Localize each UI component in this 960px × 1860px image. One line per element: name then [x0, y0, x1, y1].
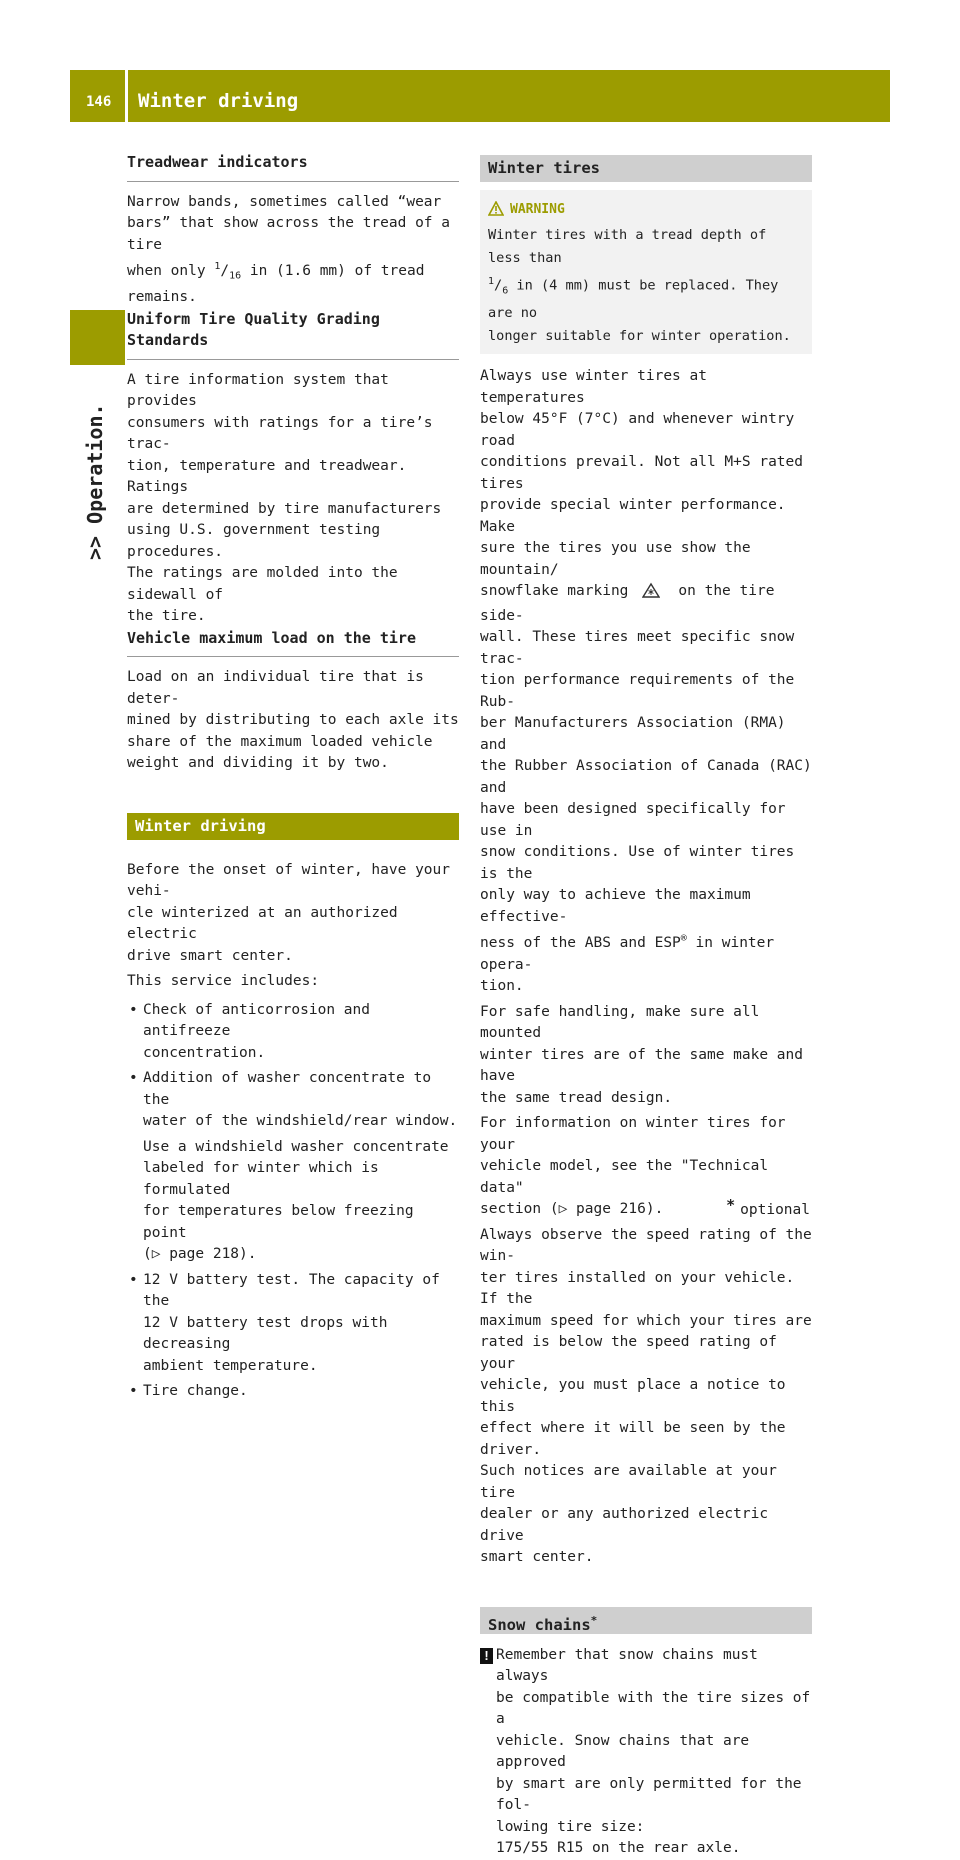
- text-line: mined by distributing to each axle its: [127, 712, 459, 729]
- list-item: [127, 1000, 459, 1065]
- text-line: provide special winter performance. Make: [480, 497, 786, 535]
- text-line: wall. These tires meet specific snow trac-: [480, 629, 795, 667]
- text-line: [127, 256, 459, 309]
- mountain-snowflake-icon: [642, 582, 660, 606]
- text-line: only way to achieve the maximum effective-: [480, 887, 751, 925]
- page-number-box: [70, 70, 125, 122]
- text-line: maximum speed for which your tires are: [480, 1312, 812, 1329]
- text-fragment: snowflake marking: [480, 583, 629, 600]
- text-fragment: in (4 mm) must be replaced. They are no: [488, 277, 779, 322]
- text-fragment: in (1.6 mm) of tread remains.: [127, 262, 425, 306]
- text-line: the tire.: [127, 608, 206, 625]
- text-line: have been designed specifically for use in: [480, 801, 786, 839]
- text-line: Winter tires with a tread depth of less than: [488, 227, 767, 266]
- text-line: by smart are only permitted for the fol-: [496, 1775, 802, 1814]
- text-line: The ratings are molded into the sidewall of: [127, 565, 398, 603]
- text-line: Load on an individual tire that is deter-: [127, 669, 424, 707]
- text-line: drive smart center.: [127, 947, 293, 964]
- text-line: bars” that show across the tread of a tire: [127, 215, 451, 253]
- text-line: Always observe the speed rating of the win-: [480, 1226, 812, 1265]
- side-chapter-label: >> Operation.: [83, 403, 107, 560]
- page-reference[interactable]: (▷ page 218).: [143, 1246, 257, 1263]
- text-line: tion.: [480, 978, 524, 995]
- text-fragment: on the tire side-: [480, 583, 775, 624]
- text-line: ter tires installed on your vehicle. If the: [480, 1269, 795, 1308]
- fraction-numerator: 1: [488, 276, 495, 287]
- text-line: Remember that snow chains must always: [496, 1646, 758, 1685]
- text-line: lowing tire size:: [496, 1818, 645, 1835]
- text-line: Such notices are available at your tire: [480, 1463, 777, 1501]
- text-line: vehicle, you must place a notice to this: [480, 1377, 786, 1415]
- text-line: using U.S. government testing procedures.: [127, 522, 381, 560]
- text-line: rated is below the speed rating of your: [480, 1334, 777, 1372]
- left-column: [127, 152, 459, 1407]
- registered-mark: ®: [680, 933, 687, 945]
- text-line: water of the windshield/rear window.: [143, 1113, 458, 1130]
- text-line: tion, temperature and treadwear. Ratings: [127, 457, 407, 496]
- page-reference[interactable]: section (▷ page 216).: [480, 1201, 664, 1218]
- text-line: concentration.: [143, 1044, 266, 1061]
- text-line: Use a windshield washer concentrate: [143, 1138, 449, 1155]
- text-line: weight and dividing it by two.: [127, 755, 389, 772]
- text-line: consumers with ratings for a tire’s trac-: [127, 414, 433, 453]
- text-line: ambient temperature.: [143, 1357, 318, 1374]
- bullet-glyph: •: [129, 1383, 138, 1400]
- text-line: share of the maximum loaded vehicle: [127, 733, 433, 750]
- warning-box: [480, 190, 812, 354]
- warning-title: WARNING: [510, 202, 565, 217]
- text-line: 12 V battery test drops with decreasing: [143, 1314, 388, 1353]
- list-item: [127, 1270, 459, 1378]
- text-line: smart center.: [480, 1549, 594, 1566]
- text-line: cle winterized at an authorized electric: [127, 904, 398, 943]
- text-line: vehicle model, see the "Technical data": [480, 1158, 769, 1196]
- bullet-glyph: •: [129, 1271, 138, 1288]
- footer-star: *: [726, 1196, 736, 1214]
- winter-tires-band: Winter tires: [480, 155, 812, 182]
- text-line: winter tires are of the same make and have: [480, 1046, 804, 1085]
- treadwear-text: [127, 192, 459, 309]
- page-number: 146: [86, 94, 112, 110]
- text-line: be compatible with the tire sizes of a: [496, 1689, 811, 1728]
- snow-chains-note: [480, 1645, 812, 1860]
- bullet-glyph: •: [129, 1001, 138, 1018]
- heading-utqg: Uniform Tire Quality Grading Standards: [127, 309, 459, 360]
- fraction-slash: /: [220, 262, 230, 279]
- text-line: A tire information system that provides: [127, 371, 389, 410]
- text-line: dealer or any authorized electric drive: [480, 1506, 769, 1544]
- snow-chains-band: [480, 1607, 812, 1634]
- text-line: below 45°F (7°C) and whenever wintry road: [480, 411, 795, 449]
- text-line: for temperatures below freezing point: [143, 1203, 414, 1241]
- text-line: tion performance requirements of the Rub-: [480, 672, 795, 710]
- footer-note: [726, 1196, 810, 1218]
- text-line: Always use winter tires at temperatures: [480, 368, 707, 406]
- text-fragment: ness of the ABS and ESP: [480, 935, 681, 952]
- footer-text: optional: [740, 1202, 810, 1218]
- list-item: [127, 1381, 459, 1403]
- utqg-text: [127, 370, 459, 628]
- text-line: are determined by tire manufacturers: [127, 500, 442, 517]
- text-line: Addition of washer concentrate to the: [143, 1070, 432, 1108]
- text-line: 12 V battery test. The capacity of the: [143, 1271, 440, 1310]
- service-intro: This service includes:: [127, 973, 320, 990]
- fraction-denominator: 16: [229, 270, 242, 282]
- text-line: longer suitable for winter operation.: [488, 328, 791, 345]
- list-subtext: [127, 1137, 459, 1266]
- fraction-slash: /: [494, 277, 503, 294]
- section-title: Winter driving: [138, 90, 299, 112]
- optional-star: *: [590, 1613, 598, 1627]
- text-line: effect where it will be seen by the driver.: [480, 1420, 786, 1458]
- text-line: snow conditions. Use of winter tires is the: [480, 844, 795, 882]
- warning-header: [488, 198, 804, 224]
- text-line: Check of anticorrosion and antifreeze: [143, 1001, 370, 1040]
- winter-driving-band: Winter driving: [127, 813, 459, 840]
- winter-driving-text: [127, 860, 459, 1403]
- text-fragment: when only: [127, 262, 215, 279]
- max-load-text: [127, 667, 459, 775]
- text-line: Narrow bands, sometimes called “wear: [127, 193, 442, 210]
- text-line: For safe handling, make sure all mounted: [480, 1003, 760, 1042]
- warning-triangle-icon: [488, 201, 504, 224]
- list-item: [127, 1068, 459, 1133]
- note-exclamation-icon: !: [480, 1648, 493, 1664]
- text-line: labeled for winter which is formulated: [143, 1160, 379, 1198]
- heading-max-load: Vehicle maximum load on the tire: [127, 628, 459, 658]
- text-fragment: in winter opera-: [480, 935, 775, 973]
- side-tab-marker: [70, 310, 125, 365]
- text-line: 175/55 R15 on the rear axle.: [496, 1840, 741, 1857]
- right-column: [480, 155, 812, 1860]
- text-line: For information on winter tires for your: [480, 1115, 786, 1153]
- section-header: [128, 70, 890, 122]
- text-line: Tire change.: [143, 1383, 248, 1400]
- text-line: [480, 581, 812, 627]
- text-line: [480, 928, 812, 976]
- text-line: the same tread design.: [480, 1089, 673, 1106]
- text-line: [488, 270, 804, 325]
- fraction-numerator: 1: [214, 261, 221, 272]
- bullet-glyph: •: [129, 1070, 138, 1087]
- text-line: conditions prevail. Not all M+S rated tires: [480, 454, 804, 492]
- snow-chains-title: Snow chains: [488, 1615, 591, 1634]
- winter-tires-text: [480, 366, 812, 1568]
- text-line: sure the tires you use show the mountain/: [480, 540, 751, 578]
- heading-treadwear: Treadwear indicators: [127, 152, 459, 182]
- text-line: the Rubber Association of Canada (RAC) and: [480, 758, 812, 796]
- text-line: ber Manufacturers Association (RMA) and: [480, 715, 786, 753]
- fraction-denominator: 6: [502, 285, 509, 297]
- text-line: vehicle. Snow chains that are approved: [496, 1732, 750, 1771]
- text-line: Before the onset of winter, have your vehi-: [127, 861, 451, 900]
